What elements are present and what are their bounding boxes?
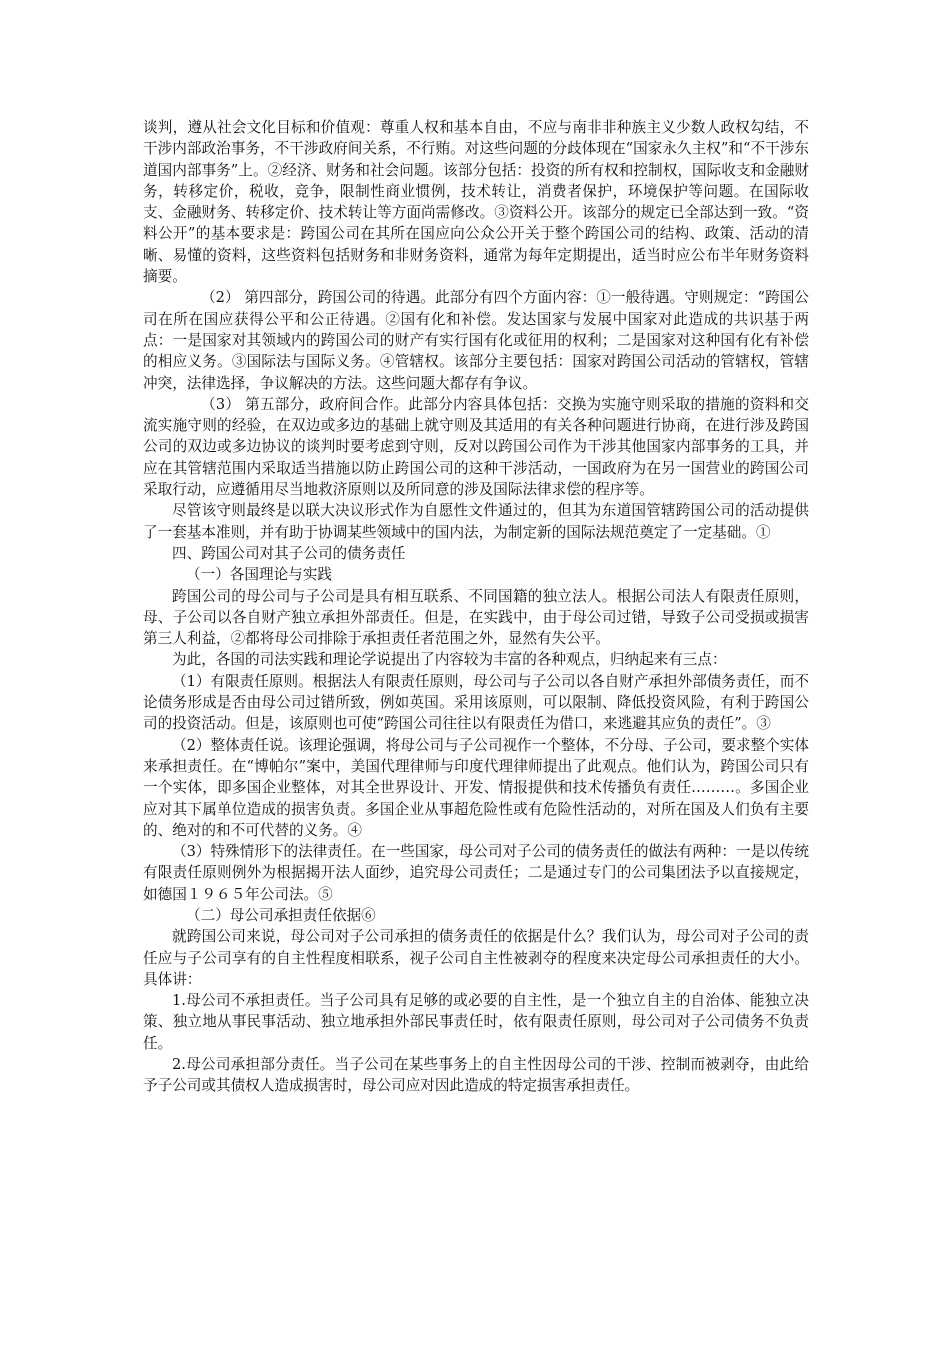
section-heading-four: 四、跨国公司对其子公司的债务责任 <box>172 544 406 562</box>
paragraph-code-summary: 尽管该守则最终是以联大决议形式作为自愿性文件通过的，但其为东道国管辖跨国公司的活动提供了一套基本准则，并有助于协调某些领域中的国内法，为制定新的国际法规范奠定了一定基础。① <box>143 502 809 541</box>
paragraph-basis-question: 就跨国公司来说，母公司对子公司承担的债务责任的依据是什么？我们认为，母公司对子公司的责任应与子公司享有的自主性程度相联系，视子公司自主性被剥夺的程度来决定母公司承担责任的大小。具体讲： <box>143 928 809 988</box>
paragraph-whole-liability: （2）整体责任说。该理论强调，将母公司与子公司视作一个整体，不分母、子公司，要求整个实体来承担责任。在“博帕尔”案中，美国代理律师与印度代理律师提出了此观点。他们认为，跨国公司只有一个实体，即多国企业整体，对其全世界设计、开发、情报提供和技术传播负有责任………。多国企业应对其下属单位造成的损害负责。多国企业从事超危险性或有危险性活动的，对所在国及人们负有主要的、绝对的和不可代替的义务。④ <box>143 736 809 839</box>
paragraph-limited-liability: （1）有限责任原则。根据法人有限责任原则，母公司与子公司以各自财产承担外部债务责任，而不论债务形成是否由母公司过错所致，例如英国。采用该原则，可以限制、降低投资风险，有利于跨国公司的投资活动。但是，该原则也可使“跨国公司往往以有限责任为借口，来逃避其应负的责任”。③ <box>143 672 809 733</box>
paragraph-parent-subsidiary: 跨国公司的母公司与子公司是具有相互联系、不同国籍的独立法人。根据公司法人有限责任原则，母、子公司以各自财产独立承担外部责任。但是，在实践中，由于母公司过错，导致子公司受损或损害第三人利益，②都将母公司排除于承担责任者范围之外，显然有失公平。 <box>143 587 809 648</box>
paragraph-part-four: （2） 第四部分，跨国公司的待遇。此部分有四个方面内容：①一般待遇。守则规定：“跨国公司在所在国应获得公平和公正待遇。②国有化和补偿。发达国家与发展中国家对此造成的共识基于两点：一是国家对其领域内的跨国公司的财产有实行国有化或征用的权利；二是国家对这种国有化有补偿的相应义务。③国际法与国际义务。④管辖权。该部分主要包括：国家对跨国公司活动的管辖权，管辖冲突，法律选择，争议解决的方法。这些问题大都存有争议。 <box>143 289 809 392</box>
paragraph-three-views: 为此，各国的司法实践和理论学说提出了内容较为丰富的各种观点，归纳起来有三点： <box>172 651 727 669</box>
paragraph-no-liability: 1.母公司不承担责任。当子公司具有足够的或必要的自主性，是一个独立自主的自治体、能独立决策、独立地从事民事活动、独立地承担外部民事责任时，依有限责任原则，母公司对子公司债务不负责任。 <box>143 992 809 1052</box>
subsection-heading-two: （二）母公司承担责任依据⑥ <box>186 906 376 924</box>
subsection-heading-one: （一）各国理论与实践 <box>186 566 332 584</box>
paragraph-part-five: （3） 第五部分，政府间合作。此部分内容具体包括：交换为实施守则采取的措施的资料和交流实施守则的经验，在双边或多边的基础上就守则及其适用的有关各种问题进行协商，在进行涉及跨国公司的双边或多边协议的谈判时要考虑到守则，反对以跨国公司作为干涉其他国家内部事务的工具，并应在其管辖范围内采取适当措施以防止跨国公司的这种干涉活动，一国政府为在另一国营业的跨国公司采取行动，应遵循用尽当地救济原则以及所同意的涉及国际法律求偿的程序等。 <box>143 395 809 499</box>
paragraph-partial-liability: 2.母公司承担部分责任。当子公司在某些事务上的自主性因母公司的干涉、控制而被剥夺，由此给予子公司或其债权人造成损害时，母公司应对因此造成的特定损害承担责任。 <box>143 1056 809 1095</box>
document-page <box>143 117 809 1097</box>
paragraph-intro-continued: 谈判，遵从社会文化目标和价值观：尊重人权和基本自由，不应与南非非种族主义少数人政权勾结，不干涉内部政治事务，不干涉政府间关系，不行贿。对这些问题的分歧体现在“国家永久主权”和“不干涉东道国内部事务”上。②经济、财务和社会问题。该部分包括：投资的所有权和控制权，国际收支和金融财务，转移定价，税收，竞争，限制性商业惯例，技术转让，消费者保护，环境保护等问题。在国际收支、金融财务、转移定价、技术转让等方面尚需修改。③资料公开。该部分的规定已全部达到一致。“资料公开”的基本要求是：跨国公司在其所在国应向公众公开关于整个跨国公司的结构、政策、活动的清晰、易懂的资料，这些资料包括财务和非财务资料，通常为每年定期提出，适当时应公布半年财务资料摘要。 <box>143 119 809 286</box>
paragraph-special-liability: （3）特殊情形下的法律责任。在一些国家，母公司对子公司的债务责任的做法有两种：一是以传统有限责任原则例外为根据揭开法人面纱，追究母公司责任；二是通过专门的公司集团法予以直接规定，如德国１９６５年公司法。⑤ <box>143 843 809 903</box>
